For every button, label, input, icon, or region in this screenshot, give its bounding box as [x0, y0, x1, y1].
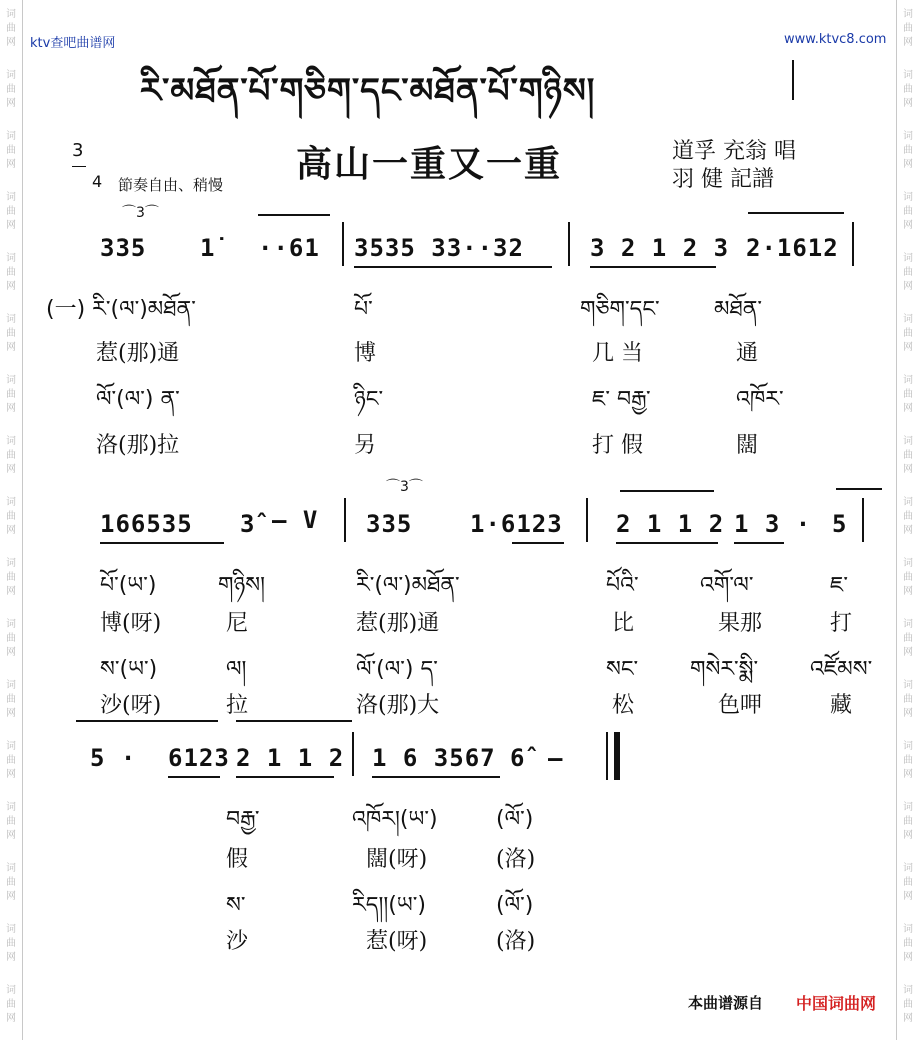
note-group: 3̂: [240, 510, 256, 538]
side-watermark: 词 曲 网: [6, 863, 16, 902]
tibetan-lyric: ས་: [226, 893, 246, 918]
side-watermark: 词 曲 网: [903, 436, 913, 475]
tibetan-lyric: (ལོ་): [496, 893, 534, 918]
slur: [258, 214, 330, 216]
meter-line: [72, 166, 86, 167]
tibetan-lyric: རི་(ལ་)མཐོན་: [356, 573, 460, 598]
side-watermark: 词 曲 网: [6, 802, 16, 841]
chinese-lyric: 惹(那)通: [356, 611, 440, 636]
tibetan-lyric: མཐོན་: [714, 297, 763, 322]
note-group: 335: [100, 234, 147, 262]
side-watermark: 词 曲 网: [6, 680, 16, 719]
beam: [168, 776, 220, 778]
beam: [616, 542, 718, 544]
side-watermark: 词 曲 网: [6, 741, 16, 780]
chinese-lyric: 松: [612, 693, 635, 718]
side-watermark: 词 曲 网: [903, 619, 913, 658]
beam: [372, 776, 500, 778]
note-group: — V: [272, 506, 319, 534]
note-group: 1·6123: [470, 510, 563, 538]
tibetan-lyric: ལ།: [226, 657, 247, 682]
side-watermark: 词 曲 网: [903, 497, 913, 536]
note-group: ··61: [258, 234, 320, 262]
tibetan-lyric: ས་(ཡ་): [100, 657, 158, 682]
site-left[interactable]: ktv查吧曲谱网: [30, 36, 116, 51]
note-group: 166535: [100, 510, 193, 538]
note-group: 3 2 1 2 3: [590, 234, 730, 262]
triplet-mark: ⌒3⌒: [122, 205, 159, 221]
tibetan-lyric: འཛོམས་: [810, 657, 873, 682]
tibetan-lyric: པོའི་: [606, 573, 639, 598]
chinese-lyric: 假: [226, 847, 249, 872]
beam: [354, 266, 552, 268]
chinese-lyric: 洛(那)大: [356, 693, 440, 718]
slur: [748, 212, 844, 214]
tibetan-lyric: ཉིང་: [354, 387, 384, 412]
chinese-lyric: 博(呀): [100, 611, 162, 636]
chinese-lyric: 沙(呀): [100, 693, 162, 718]
note-group: 2 1 1 2: [236, 744, 345, 772]
beam: [236, 776, 334, 778]
note-group: 335: [366, 510, 413, 538]
note-group: 1 6 3567: [372, 744, 496, 772]
beam: [734, 542, 784, 544]
tibetan-lyric: པོ་: [354, 297, 373, 322]
final-barline: [614, 732, 620, 780]
note-group: —: [548, 744, 564, 772]
note-group: 3535 33··32: [354, 234, 524, 262]
side-watermark: 词 曲 网: [6, 619, 16, 658]
chinese-lyric: 通: [736, 341, 759, 366]
chinese-lyric: 打 假: [592, 433, 643, 458]
barline: [862, 498, 864, 542]
side-watermark: 词 曲 网: [6, 497, 16, 536]
note-group: 2·1612: [746, 234, 839, 262]
beam: [590, 266, 716, 268]
recorder-credit: 羽 健 記譜: [672, 167, 774, 192]
note-group: 5: [832, 510, 848, 538]
tibetan-title: རི་མཐོན་པོ་གཅིག་དང་མཐོན་པོ་གཉིས།: [140, 71, 596, 111]
side-watermark: 词 曲 网: [903, 314, 913, 353]
chinese-lyric: 闊(呀): [366, 847, 428, 872]
note-group: 6̂: [510, 744, 526, 772]
chinese-lyric: 果那: [718, 611, 763, 636]
tibetan-lyric: (一) རི་(ལ་)མཐོན་: [46, 297, 196, 322]
chinese-lyric: (洛): [496, 847, 536, 872]
tibetan-lyric: ཇ་ བརྒྱ་: [592, 387, 651, 412]
tibetan-lyric: ཇ་: [830, 573, 849, 598]
side-watermark: 词 曲 网: [903, 192, 913, 231]
side-watermark: 词 曲 网: [6, 314, 16, 353]
tempo-marking: 節奏自由、稍慢: [118, 176, 224, 194]
meter-bottom: 4: [92, 172, 103, 191]
chinese-lyric: 沙: [226, 929, 249, 954]
side-watermark: 词 曲 网: [6, 253, 16, 292]
note-group: 5 ·: [90, 744, 137, 772]
chinese-lyric: 另: [354, 433, 377, 458]
side-watermark: 词 曲 网: [903, 375, 913, 414]
side-watermark: 词 曲 网: [903, 741, 913, 780]
barline: [342, 222, 344, 266]
note-group: 1 3 ·: [734, 510, 812, 538]
side-watermark: 词 曲 网: [903, 253, 913, 292]
beam: [512, 542, 564, 544]
side-watermark: 词 曲 网: [903, 558, 913, 597]
chinese-lyric: (洛): [496, 929, 536, 954]
tie: [76, 720, 218, 722]
tibetan-lyric: བརྒྱ་: [226, 807, 260, 832]
chinese-lyric: 洛(那)拉: [96, 433, 180, 458]
chinese-lyric: 色呷: [718, 693, 763, 718]
tibetan-lyric: ལོ་(ལ་) ན་: [96, 387, 180, 412]
side-watermark: 词 曲 网: [6, 924, 16, 963]
side-watermark: 词 曲 网: [903, 680, 913, 719]
barline: [352, 732, 354, 776]
note-group: 2 1 1 2: [616, 510, 725, 538]
side-watermark: 词 曲 网: [6, 558, 16, 597]
side-watermark: 词 曲 网: [903, 863, 913, 902]
slur: [620, 490, 714, 492]
side-watermark: 词 曲 网: [6, 70, 16, 109]
side-watermark: 词 曲 网: [6, 375, 16, 414]
chinese-title: 高山一重又一重: [296, 143, 563, 185]
beam: [100, 542, 224, 544]
slur: [236, 720, 352, 722]
source-site-link[interactable]: 中国词曲网: [796, 994, 877, 1013]
side-watermark: 词 曲 网: [6, 131, 16, 170]
barline: [344, 498, 346, 542]
tibetan-lyric: པོ་(ཡ་): [100, 573, 157, 598]
tibetan-lyric: འཁོར་: [736, 387, 784, 412]
source-label: 本曲谱源自: [688, 994, 764, 1012]
note-group: 1̇: [200, 234, 216, 262]
chinese-lyric: 藏: [830, 693, 853, 718]
tibetan-lyric: འཁོར།(ཡ་): [352, 807, 438, 832]
side-watermark: 词 曲 网: [6, 192, 16, 231]
title-bar: [792, 60, 794, 100]
side-watermark: 词 曲 网: [6, 436, 16, 475]
chinese-lyric: 拉: [226, 693, 249, 718]
tibetan-lyric: རིད།།(ཡ་): [352, 893, 426, 918]
chinese-lyric: 惹(呀): [366, 929, 428, 954]
side-watermark: 词 曲 网: [903, 985, 913, 1024]
tibetan-lyric: (ལོ་): [496, 807, 534, 832]
triplet-mark: ⌒3⌒: [386, 479, 423, 495]
chinese-lyric: 闊: [736, 433, 759, 458]
side-watermark: 词 曲 网: [903, 924, 913, 963]
chinese-lyric: 几 当: [592, 341, 643, 366]
chinese-lyric: 惹(那)通: [96, 341, 180, 366]
note-group: 6123: [168, 744, 230, 772]
chinese-lyric: 尼: [226, 611, 249, 636]
barline: [606, 732, 608, 780]
tie: [836, 488, 882, 490]
side-watermark: 词 曲 网: [6, 985, 16, 1024]
side-watermark: 词 曲 网: [903, 70, 913, 109]
chinese-lyric: 打: [830, 611, 853, 636]
singer-credit: 道孚 充翁 唱: [672, 139, 796, 164]
barline: [852, 222, 854, 266]
barline: [586, 498, 588, 542]
side-watermark: 词 曲 网: [903, 131, 913, 170]
barline: [568, 222, 570, 266]
tibetan-lyric: འགོ་ལ་: [700, 573, 754, 598]
tibetan-lyric: གཉིས།: [218, 573, 265, 598]
tibetan-lyric: གསེར་སྨི་: [690, 657, 759, 682]
chinese-lyric: 博: [354, 341, 377, 366]
chinese-lyric: 比: [612, 611, 635, 636]
site-right[interactable]: www.ktvc8.com: [784, 32, 887, 47]
side-watermark: 词 曲 网: [6, 9, 16, 48]
side-watermark: 词 曲 网: [903, 9, 913, 48]
tibetan-lyric: སང་: [606, 657, 639, 682]
tibetan-lyric: ལོ་(ལ་) ད་: [356, 657, 438, 682]
side-watermark: 词 曲 网: [903, 802, 913, 841]
meter-top: 3: [72, 140, 84, 161]
tibetan-lyric: གཅིག་དང་: [580, 297, 660, 322]
